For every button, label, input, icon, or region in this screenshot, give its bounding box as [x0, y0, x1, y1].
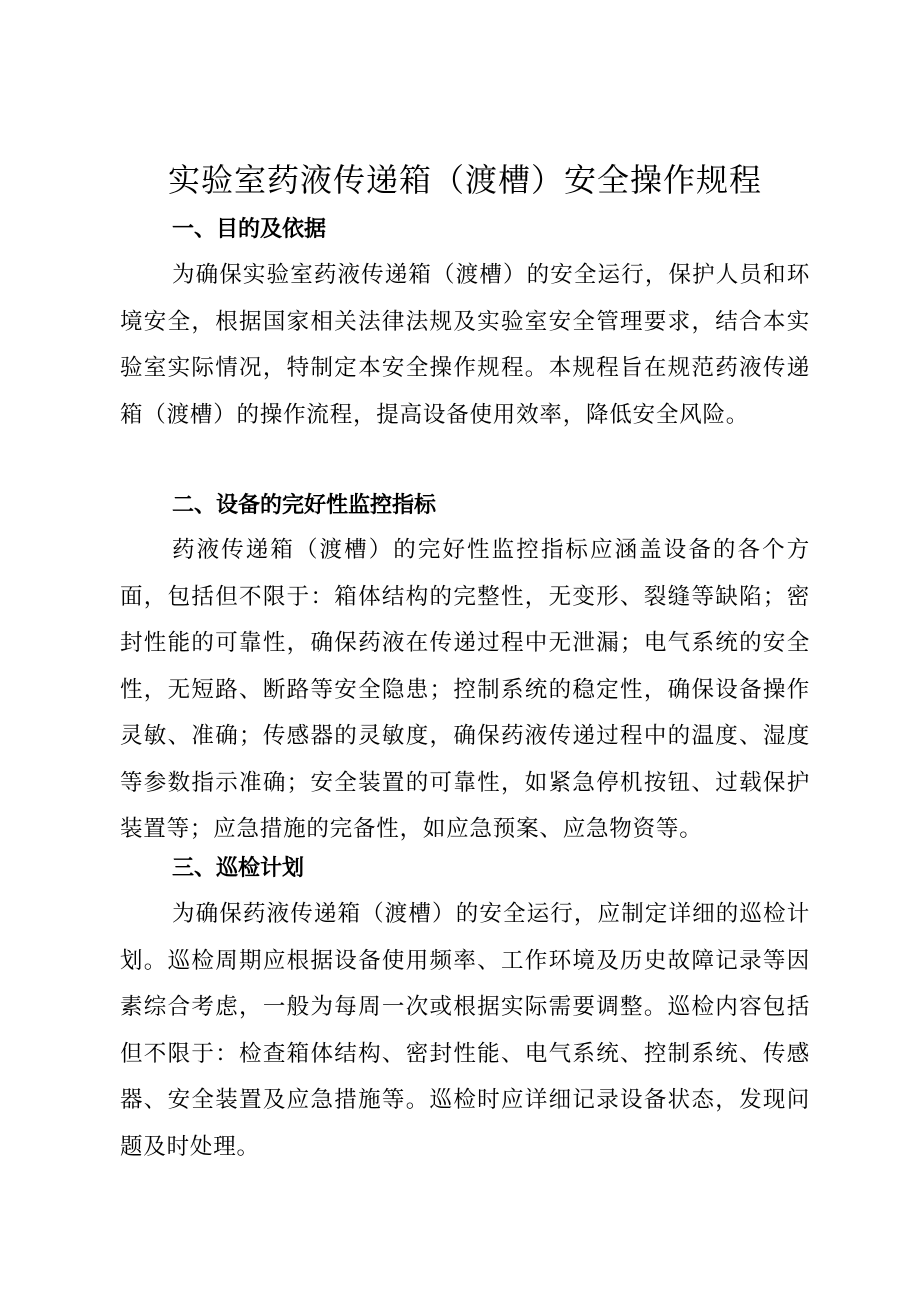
section-heading-inspection-plan: 三、巡检计划 [172, 856, 305, 881]
section-heading-purpose: 一、目的及依据 [172, 217, 327, 242]
section-heading-monitoring-indicators: 二、设备的完好性监控指标 [172, 493, 437, 518]
document-title: 实验室药液传递箱（渡槽）安全操作规程 [167, 161, 762, 199]
section-paragraph-inspection-plan: 为确保药液传递箱（渡槽）的安全运行，应制定详细的巡检计划。巡检周期应根据设备使用频率、工作环境及历史故障记录等因素综合考虑，一般为每周一次或根据实际需要调整。巡检内容包括但不限于：检查箱体结构、密封性能、电气系统、控制系统、传感器、安全装置及应急措施等。巡检时应详细记录设备状态，发现问题及时处理。 [120, 901, 810, 1160]
section-paragraph-purpose: 为确保实验室药液传递箱（渡槽）的安全运行，保护人员和环境安全，根据国家相关法律法规及实验室安全管理要求，结合本实验室实际情况，特制定本安全操作规程。本规程旨在规范药液传递箱（渡槽）的操作流程，提高设备使用效率，降低安全风险。 [120, 262, 810, 428]
section-paragraph-monitoring-indicators: 药液传递箱（渡槽）的完好性监控指标应涵盖设备的各个方面，包括但不限于：箱体结构的完整性，无变形、裂缝等缺陷；密封性能的可靠性，确保药液在传递过程中无泄漏；电气系统的安全性，无短路、断路等安全隐患；控制系统的稳定性，确保设备操作灵敏、准确；传感器的灵敏度，确保药液传递过程中的温度、湿度等参数指示准确；安全装置的可靠性，如紧急停机按钮、过载保护装置等；应急措施的完备性，如应急预案、应急物资等。 [120, 537, 810, 842]
